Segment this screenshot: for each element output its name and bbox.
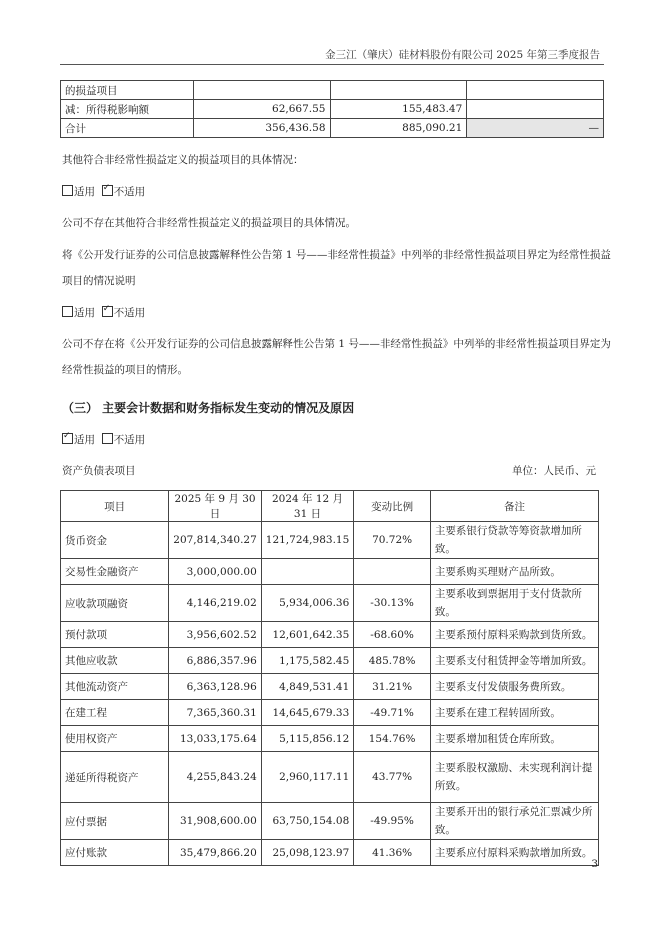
change-ratio: 41.36% — [354, 840, 431, 866]
prior-value: 1,175,582.45 — [261, 648, 354, 674]
current-value: 6,363,128.96 — [169, 674, 262, 700]
checkbox-unchecked-icon[interactable] — [62, 185, 73, 196]
table-row — [61, 752, 599, 803]
table-row — [61, 585, 599, 622]
checkbox-checked-icon[interactable] — [62, 433, 73, 444]
item-cell: 在建工程 — [61, 700, 169, 726]
prior-value: 2,960,117.11 — [261, 752, 354, 803]
item-cell: 交易性金融资产 — [61, 559, 169, 585]
table-row — [61, 100, 604, 119]
current-value: 4,255,843.24 — [169, 752, 262, 803]
remark-cell: 主要系购买理财产品所致。 — [430, 559, 598, 585]
balance-caption: 资产负债表项目 — [62, 465, 136, 477]
change-ratio — [354, 559, 431, 585]
item-cell: 预付款项 — [61, 622, 169, 648]
remark-cell: 主要系收到票据用于支付货款所致。 — [430, 585, 598, 622]
ytd-value: 155,483.47 — [330, 100, 467, 119]
prior-value: 63,750,154.08 — [261, 803, 354, 840]
nonrecurring-table — [60, 80, 604, 138]
currency-unit: 单位：人民币、元 — [512, 465, 596, 477]
current-value: 7,365,360.31 — [169, 700, 262, 726]
current-value: 356,436.58 — [193, 119, 330, 138]
table-header-row — [61, 491, 599, 522]
remark-cell: 主要系支付发债服务费所致。 — [430, 674, 598, 700]
header-change-ratio: 变动比例 — [354, 491, 431, 522]
current-value: 207,814,340.27 — [169, 522, 262, 559]
balance-sheet-table — [60, 490, 599, 866]
item-cell: 应收款项融资 — [61, 585, 169, 622]
note-cell — [467, 100, 604, 119]
table-row — [61, 803, 599, 840]
paragraph-reclass-line2: 项目的情况说明 — [62, 275, 136, 287]
item-cell: 使用权资产 — [61, 726, 169, 752]
checkbox-unchecked-icon[interactable] — [102, 433, 113, 444]
remark-cell: 主要系预付原料采购款到货所致。 — [430, 622, 598, 648]
paragraph-reclass-line1: 将《公开发行证券的公司信息披露解释性公告第 1 号——非经常性损益》中列举的非经常性损益项目界定为经常性损益 — [62, 249, 611, 261]
current-value: 4,146,219.02 — [169, 585, 262, 622]
row-label: 合计 — [61, 119, 194, 138]
header-rule — [60, 64, 604, 65]
prior-value — [261, 559, 354, 585]
remark-cell: 主要系增加租赁仓库所致。 — [430, 726, 598, 752]
option-applicable: 适用 — [74, 434, 95, 446]
checkbox-checked-icon[interactable] — [102, 185, 113, 196]
paragraph-other-items: 其他符合非经常性损益定义的损益项目的具体情况： — [62, 154, 304, 166]
note-cell: — — [467, 119, 604, 138]
remark-cell: 主要系在建工程转固所致。 — [430, 700, 598, 726]
header-remark: 备注 — [430, 491, 598, 522]
report-header: 金三江（肇庆）硅材料股份有限公司 2025 年第三季度报告 — [325, 49, 600, 61]
row-label: 减：所得税影响额 — [61, 100, 194, 119]
change-ratio: -49.71% — [354, 700, 431, 726]
header-current-period: 2025 年 9 月 30 日 — [169, 491, 262, 522]
remark-cell: 主要系银行贷款等筹资款增加所致。 — [430, 522, 598, 559]
item-cell: 货币资金 — [61, 522, 169, 559]
item-cell: 递延所得税资产 — [61, 752, 169, 803]
item-cell: 其他应收款 — [61, 648, 169, 674]
table-row — [61, 840, 599, 866]
paragraph-no-reclass-line2: 经常性损益的项目的情形。 — [62, 364, 188, 376]
remark-cell: 主要系支付租赁押金等增加所致。 — [430, 648, 598, 674]
table-row — [61, 81, 604, 100]
prior-value: 4,849,531.41 — [261, 674, 354, 700]
change-ratio: -49.95% — [354, 803, 431, 840]
option-not-applicable: 不适用 — [113, 307, 146, 319]
option-applicable: 适用 — [74, 307, 95, 319]
current-value: 3,956,602.52 — [169, 622, 262, 648]
table-row — [61, 522, 599, 559]
prior-value: 25,098,123.97 — [261, 840, 354, 866]
change-ratio: -68.60% — [354, 622, 431, 648]
change-ratio: 31.21% — [354, 674, 431, 700]
current-value: 6,886,357.96 — [169, 648, 262, 674]
change-ratio: 70.72% — [354, 522, 431, 559]
table-row — [61, 700, 599, 726]
section-title: （三） 主要会计数据和财务指标发生变动的情况及原因 — [62, 401, 355, 415]
item-cell: 应付账款 — [61, 840, 169, 866]
header-prior-period: 2024 年 12 月 31 日 — [261, 491, 354, 522]
prior-value: 14,645,679.33 — [261, 700, 354, 726]
current-value: 62,667.55 — [193, 100, 330, 119]
change-ratio: -30.13% — [354, 585, 431, 622]
remark-cell: 主要系开出的银行承兑汇票减少所致。 — [430, 803, 598, 840]
table-row — [61, 622, 599, 648]
applicability-check-1 — [62, 184, 145, 199]
change-ratio: 154.76% — [354, 726, 431, 752]
header-item: 项目 — [61, 491, 169, 522]
ytd-value — [330, 81, 467, 100]
ytd-value: 885,090.21 — [330, 119, 467, 138]
table-row — [61, 559, 599, 585]
applicability-check-2 — [62, 305, 145, 320]
current-value: 31,908,600.00 — [169, 803, 262, 840]
change-ratio: 485.78% — [354, 648, 431, 674]
checkbox-unchecked-icon[interactable] — [62, 306, 73, 317]
note-cell — [467, 81, 604, 100]
current-value: 13,033,175.64 — [169, 726, 262, 752]
current-value: 35,479,866.20 — [169, 840, 262, 866]
prior-value: 5,115,856.12 — [261, 726, 354, 752]
table-row — [61, 648, 599, 674]
paragraph-no-reclass-line1: 公司不存在将《公开发行证券的公司信息披露解释性公告第 1 号——非经常性损益》中列举的非经常性损益项目界定为 — [62, 338, 611, 350]
change-ratio: 43.77% — [354, 752, 431, 803]
table-row — [61, 726, 599, 752]
prior-value: 5,934,006.36 — [261, 585, 354, 622]
item-cell: 应付票据 — [61, 803, 169, 840]
remark-cell: 主要系应付原料采购款增加所致。 — [430, 840, 598, 866]
checkbox-checked-icon[interactable] — [102, 306, 113, 317]
applicability-check-3 — [62, 432, 145, 447]
option-applicable: 适用 — [74, 186, 95, 198]
prior-value: 12,601,642.35 — [261, 622, 354, 648]
table-row — [61, 674, 599, 700]
option-not-applicable: 不适用 — [113, 186, 146, 198]
current-value: 3,000,000.00 — [169, 559, 262, 585]
row-label: 的损益项目 — [61, 81, 194, 100]
option-not-applicable: 不适用 — [113, 434, 146, 446]
item-cell: 其他流动资产 — [61, 674, 169, 700]
remark-cell: 主要系股权激励、未实现利润计提所致。 — [430, 752, 598, 803]
page-number: 3 — [591, 858, 598, 870]
table-row — [61, 119, 604, 138]
paragraph-no-other-items: 公司不存在其他符合非经常性损益定义的损益项目的具体情况。 — [62, 217, 356, 229]
prior-value: 121,724,983.15 — [261, 522, 354, 559]
current-value — [193, 81, 330, 100]
